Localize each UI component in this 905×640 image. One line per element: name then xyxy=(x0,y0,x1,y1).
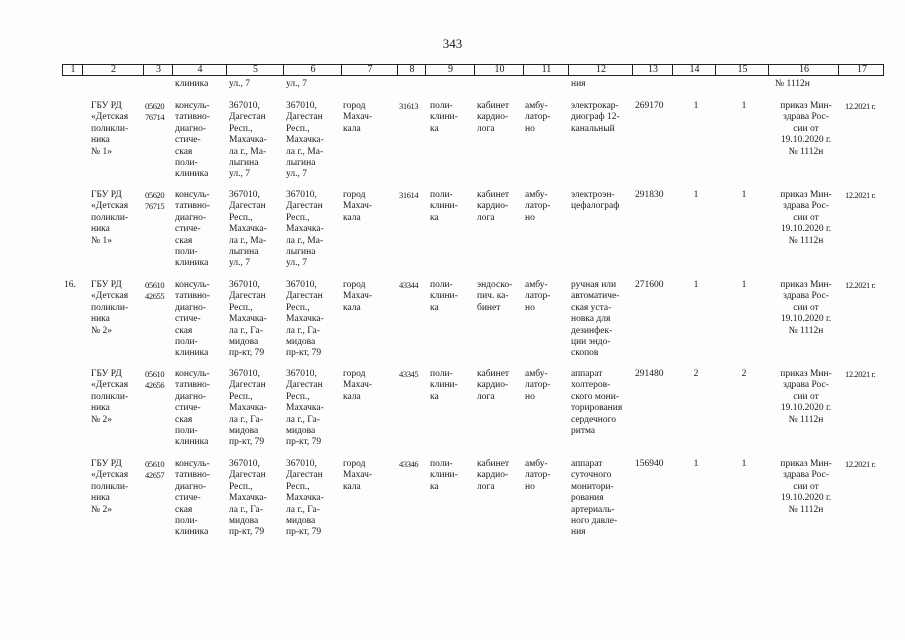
quantity-1: 2 xyxy=(693,369,699,379)
column-number-1: 1 xyxy=(70,64,76,75)
equipment: аппарат холтеров- ского мони- торирования сердечного ритма xyxy=(571,369,623,437)
quantity-1: 1 xyxy=(693,459,699,469)
carryover-address-1: ул., 7 xyxy=(229,79,250,89)
organization: ГБУ РД «Детская поликли- ника № 2» xyxy=(91,369,129,425)
carryover-equipment: ния xyxy=(571,79,586,89)
care-mode: амбу- латор- но xyxy=(525,101,551,134)
delivery-date: 12.2021 г. xyxy=(845,369,876,379)
price: 156940 xyxy=(635,459,664,469)
actual-address: 367010, Дагестан Респ., Махачка- ла г., Ма- лыгина ул., 7 xyxy=(286,190,324,269)
city: город Махач- кала xyxy=(343,190,373,223)
order-reference: приказ Мин- здрава Рос- сии от 19.10.2020 г. № 1112н xyxy=(780,280,832,336)
delivery-date: 12.2021 г. xyxy=(845,190,876,200)
facility-kind: поли- клини- ка xyxy=(430,101,458,134)
column-number-17: 17 xyxy=(857,64,867,75)
clinic-type: консуль- тативно- диагно- стиче- ская поли- клиника xyxy=(175,369,210,448)
column-number-13: 13 xyxy=(648,64,658,75)
location-id: 43346 xyxy=(399,459,419,469)
legal-address: 367010, Дагестан Респ., Махачка- ла г., Га- мидова пр-кт, 79 xyxy=(229,280,267,359)
column-number-3: 3 xyxy=(156,64,161,75)
column-number-14: 14 xyxy=(689,64,700,75)
column-number-header xyxy=(62,64,884,76)
quantity-1: 1 xyxy=(693,101,699,111)
column-number-10: 10 xyxy=(494,64,505,75)
delivery-date: 12.2021 г. xyxy=(845,101,876,111)
clinic-type: консуль- тативно- диагно- стиче- ская поли- клиника xyxy=(175,190,210,269)
column-number-15: 15 xyxy=(737,64,748,75)
care-mode: амбу- латор- но xyxy=(525,190,551,223)
legal-address: 367010, Дагестан Респ., Махачка- ла г., Ма- лыгина ул., 7 xyxy=(229,190,267,269)
quantity-2: 2 xyxy=(741,369,747,379)
organization: ГБУ РД «Детская поликли- ника № 1» xyxy=(91,190,129,246)
organization: ГБУ РД «Детская поликли- ника № 2» xyxy=(91,459,129,515)
care-mode: амбу- латор- но xyxy=(525,459,551,492)
quantity-2: 1 xyxy=(741,101,747,111)
price: 291830 xyxy=(635,190,664,200)
facility-kind: поли- клини- ка xyxy=(430,459,458,492)
legal-address: 367010, Дагестан Респ., Махачка- ла г., Га- мидова пр-кт, 79 xyxy=(229,369,267,448)
location-id: 31614 xyxy=(399,190,419,200)
column-number-16: 16 xyxy=(799,64,809,75)
room: кабинет кардио- лога xyxy=(477,459,510,492)
quantity-1: 1 xyxy=(693,190,699,200)
org-code: 05620 76715 xyxy=(145,190,165,212)
legal-address: 367010, Дагестан Респ., Махачка- ла г., Ма- лыгина ул., 7 xyxy=(229,101,267,180)
organization: ГБУ РД «Детская поликли- ника № 2» xyxy=(91,280,129,336)
column-number-12: 12 xyxy=(596,64,606,75)
price: 271600 xyxy=(635,280,664,290)
order-reference: приказ Мин- здрава Рос- сии от 19.10.2020 г. № 1112н xyxy=(780,459,832,515)
organization: ГБУ РД «Детская поликли- ника № 1» xyxy=(91,101,129,157)
org-code: 05620 76714 xyxy=(145,101,165,123)
room: кабинет кардио- лога xyxy=(477,190,510,223)
clinic-type: консуль- тативно- диагно- стиче- ская поли- клиника xyxy=(175,459,210,538)
order-reference: приказ Мин- здрава Рос- сии от 19.10.2020 г. № 1112н xyxy=(780,369,832,425)
actual-address: 367010, Дагестан Респ., Махачка- ла г., Ма- лыгина ул., 7 xyxy=(286,101,324,180)
location-id: 31613 xyxy=(399,101,419,111)
carryover-clinic-type: клиника xyxy=(175,79,209,89)
actual-address: 367010, Дагестан Респ., Махачка- ла г., Га- мидова пр-кт, 79 xyxy=(286,369,324,448)
price: 291480 xyxy=(635,369,664,379)
equipment: аппарат суточного монитори- рования артериаль- ного давле- ния xyxy=(571,459,618,538)
clinic-type: консуль- тативно- диагно- стиче- ская поли- клиника xyxy=(175,101,210,180)
quantity-1: 1 xyxy=(693,280,699,290)
price: 269170 xyxy=(635,101,664,111)
quantity-2: 1 xyxy=(741,190,747,200)
column-number-4: 4 xyxy=(197,64,203,75)
actual-address: 367010, Дагестан Респ., Махачка- ла г., Га- мидова пр-кт, 79 xyxy=(286,459,324,538)
room: кабинет кардио- лога xyxy=(477,369,510,402)
delivery-date: 12.2021 г. xyxy=(845,280,876,290)
column-number-8: 8 xyxy=(409,64,415,75)
city: город Махач- кала xyxy=(343,369,373,402)
care-mode: амбу- латор- но xyxy=(525,280,551,313)
column-number-2: 2 xyxy=(111,64,116,75)
facility-kind: поли- клини- ка xyxy=(430,190,458,223)
room: кабинет кардио- лога xyxy=(477,101,510,134)
equipment: электрокар- диограф 12- канальный xyxy=(571,101,620,134)
org-code: 05610 42656 xyxy=(145,369,165,391)
legal-address: 367010, Дагестан Респ., Махачка- ла г., Га- мидова пр-кт, 79 xyxy=(229,459,267,538)
equipment: ручная или автоматиче- ская уста- новка для дезинфек- ции эндо- скопов xyxy=(571,280,620,359)
row-number: 16. xyxy=(64,280,76,290)
care-mode: амбу- латор- но xyxy=(525,369,551,402)
quantity-2: 1 xyxy=(741,280,747,290)
page-number: 343 xyxy=(442,36,463,51)
city: город Махач- кала xyxy=(343,459,373,492)
facility-kind: поли- клини- ка xyxy=(430,369,458,402)
quantity-2: 1 xyxy=(741,459,747,469)
column-number-9: 9 xyxy=(448,64,453,75)
location-id: 43345 xyxy=(399,369,419,379)
room: эндоско- пич. ка- бинет xyxy=(477,280,513,313)
column-number-5: 5 xyxy=(253,64,258,75)
clinic-type: консуль- тативно- диагно- стиче- ская поли- клиника xyxy=(175,280,210,359)
order-reference: приказ Мин- здрава Рос- сии от 19.10.2020 г. № 1112н xyxy=(780,190,832,246)
location-id: 43344 xyxy=(399,280,419,290)
equipment: электроэн- цефалограф xyxy=(571,190,620,212)
carryover-address-2: ул., 7 xyxy=(286,79,307,89)
order-reference: приказ Мин- здрава Рос- сии от 19.10.2020 г. № 1112н xyxy=(780,101,832,157)
org-code: 05610 42657 xyxy=(145,459,165,481)
city: город Махач- кала xyxy=(343,101,373,134)
column-number-6: 6 xyxy=(310,64,316,75)
city: город Махач- кала xyxy=(343,280,373,313)
org-code: 05610 42655 xyxy=(145,280,165,302)
delivery-date: 12.2021 г. xyxy=(845,459,876,469)
column-number-7: 7 xyxy=(367,64,373,75)
actual-address: 367010, Дагестан Респ., Махачка- ла г., Га- мидова пр-кт, 79 xyxy=(286,280,324,359)
carryover-order: № 1112н xyxy=(775,79,810,89)
facility-kind: поли- клини- ка xyxy=(430,280,458,313)
column-number-11: 11 xyxy=(541,64,552,75)
